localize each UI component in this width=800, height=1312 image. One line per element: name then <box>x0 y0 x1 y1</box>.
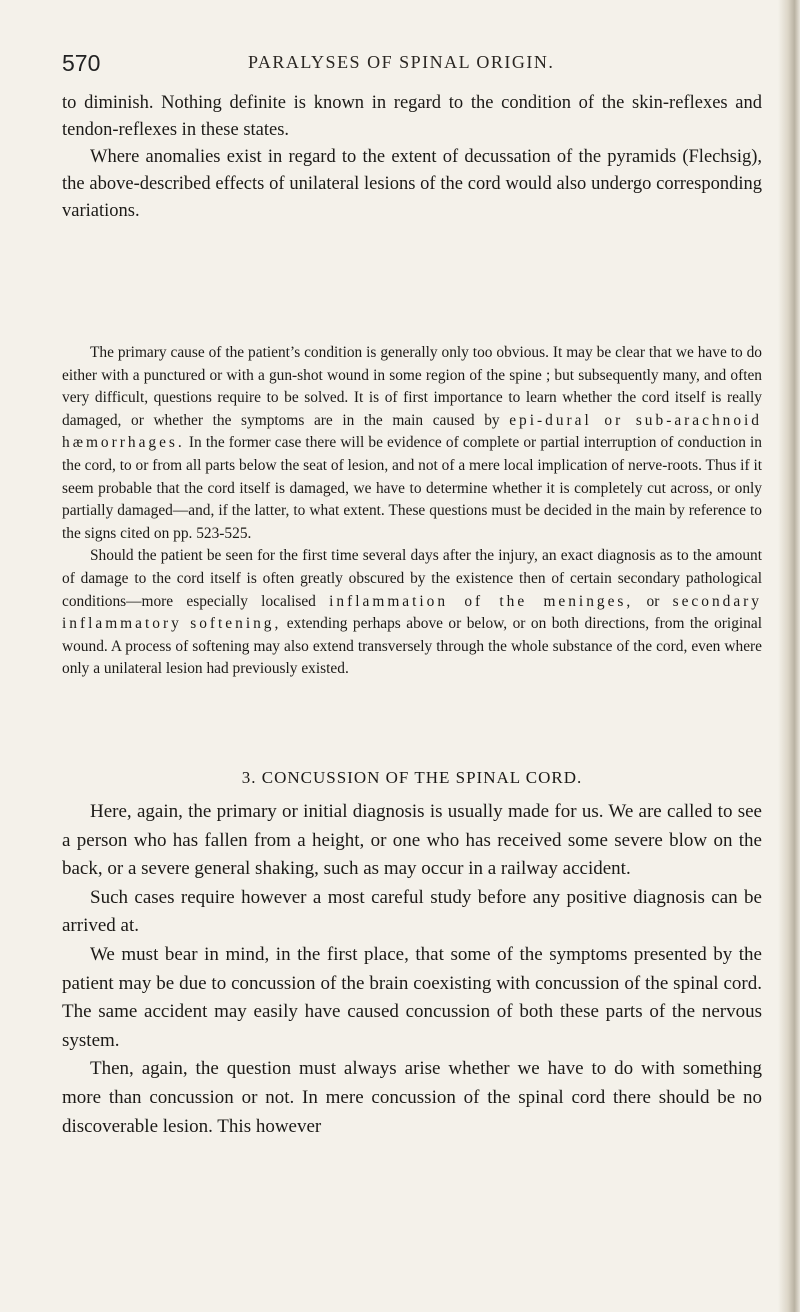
page-header <box>62 50 762 80</box>
concussion-section-text <box>62 798 762 1141</box>
spaced-emphasis: secondary inflammatory softening, <box>62 592 762 633</box>
small-print-block <box>62 342 762 681</box>
spaced-emphasis: inflammation of the meninges, <box>329 592 634 610</box>
running-title: PARALYSES OF SPINAL ORIGIN. <box>248 52 555 72</box>
page-number: 570 <box>62 50 101 76</box>
page-binding-edge <box>778 0 800 1312</box>
paragraph: We must bear in mind, in the first place, that some of the symptoms presented by the patient may be due to concussion of the brain coexisting with concussion of the spinal cord. The same accident may easily have caused concussion of both these parts of the nervous system. <box>62 943 762 1051</box>
paragraph: The primary cause of the patient’s condition is generally only too obvious. It may be clear that we have to do either with a punctured or with a gun-shot wound in some region of the spine ; but subsequently many, and often very difficult, questions require to be solved. It is of first importance to learn whether the cord itself is really damaged, or whether the symptoms are in the main caused by epi-dural or sub-arachnoid hæmorrhages. In the former case there will be evidence of complete or partial interruption of conduction in the cord, to or from all parts below the seat of lesion, and not of a mere local implication of nerve-roots. Thus if it seem probable that the cord itself is damaged, we have to determine whether it is completely cut across, or only partially damaged—and, if the latter, to what extent. These questions must be decided in the main by reference to the signs cited on pp. 523-525. <box>62 344 762 542</box>
paragraph: to diminish. Nothing definite is known in regard to the condition of the skin-reflexes and tendon-reflexes in these states. <box>62 93 762 140</box>
paragraph: Where anomalies exist in regard to the extent of decussation of the pyramids (Flechsig), the above-described effects of unilateral lesions of the cord would also undergo corresponding variations. <box>62 147 762 221</box>
section-heading: 3. CONCUSSION OF THE SPINAL CORD. <box>241 768 583 787</box>
paragraph: Should the patient be seen for the first time several days after the injury, an exact diagnosis as to the amount of damage to the cord itself is often greatly obscured by the existence then of certain secondary pathological conditions—more especially localised inflammation of the meninges, or secondary inflammatory softening, extending perhaps above or below, or on both directions, from the original wound. A process of softening may also extend transversely through the whole substance of the cord, even where only a unilateral lesion had previously existed. <box>62 547 762 678</box>
spaced-emphasis: epi-dural or sub-arachnoid hæmorrhages. <box>62 411 762 452</box>
intro-text <box>62 90 762 225</box>
paragraph: Here, again, the primary or initial diagnosis is usually made for us. We are called to see a person who has fallen from a height, or one who has received some severe blow on the back, or a severe general shaking, such as may occur in a railway accident. <box>62 801 762 880</box>
paragraph: Then, again, the question must always arise whether we have to do with something more than concussion or not. In mere concussion of the spinal cord there should be no discoverable lesion. This however <box>62 1058 762 1137</box>
paragraph: Such cases require however a most careful study before any positive diagnosis can be arrived at. <box>62 886 762 937</box>
